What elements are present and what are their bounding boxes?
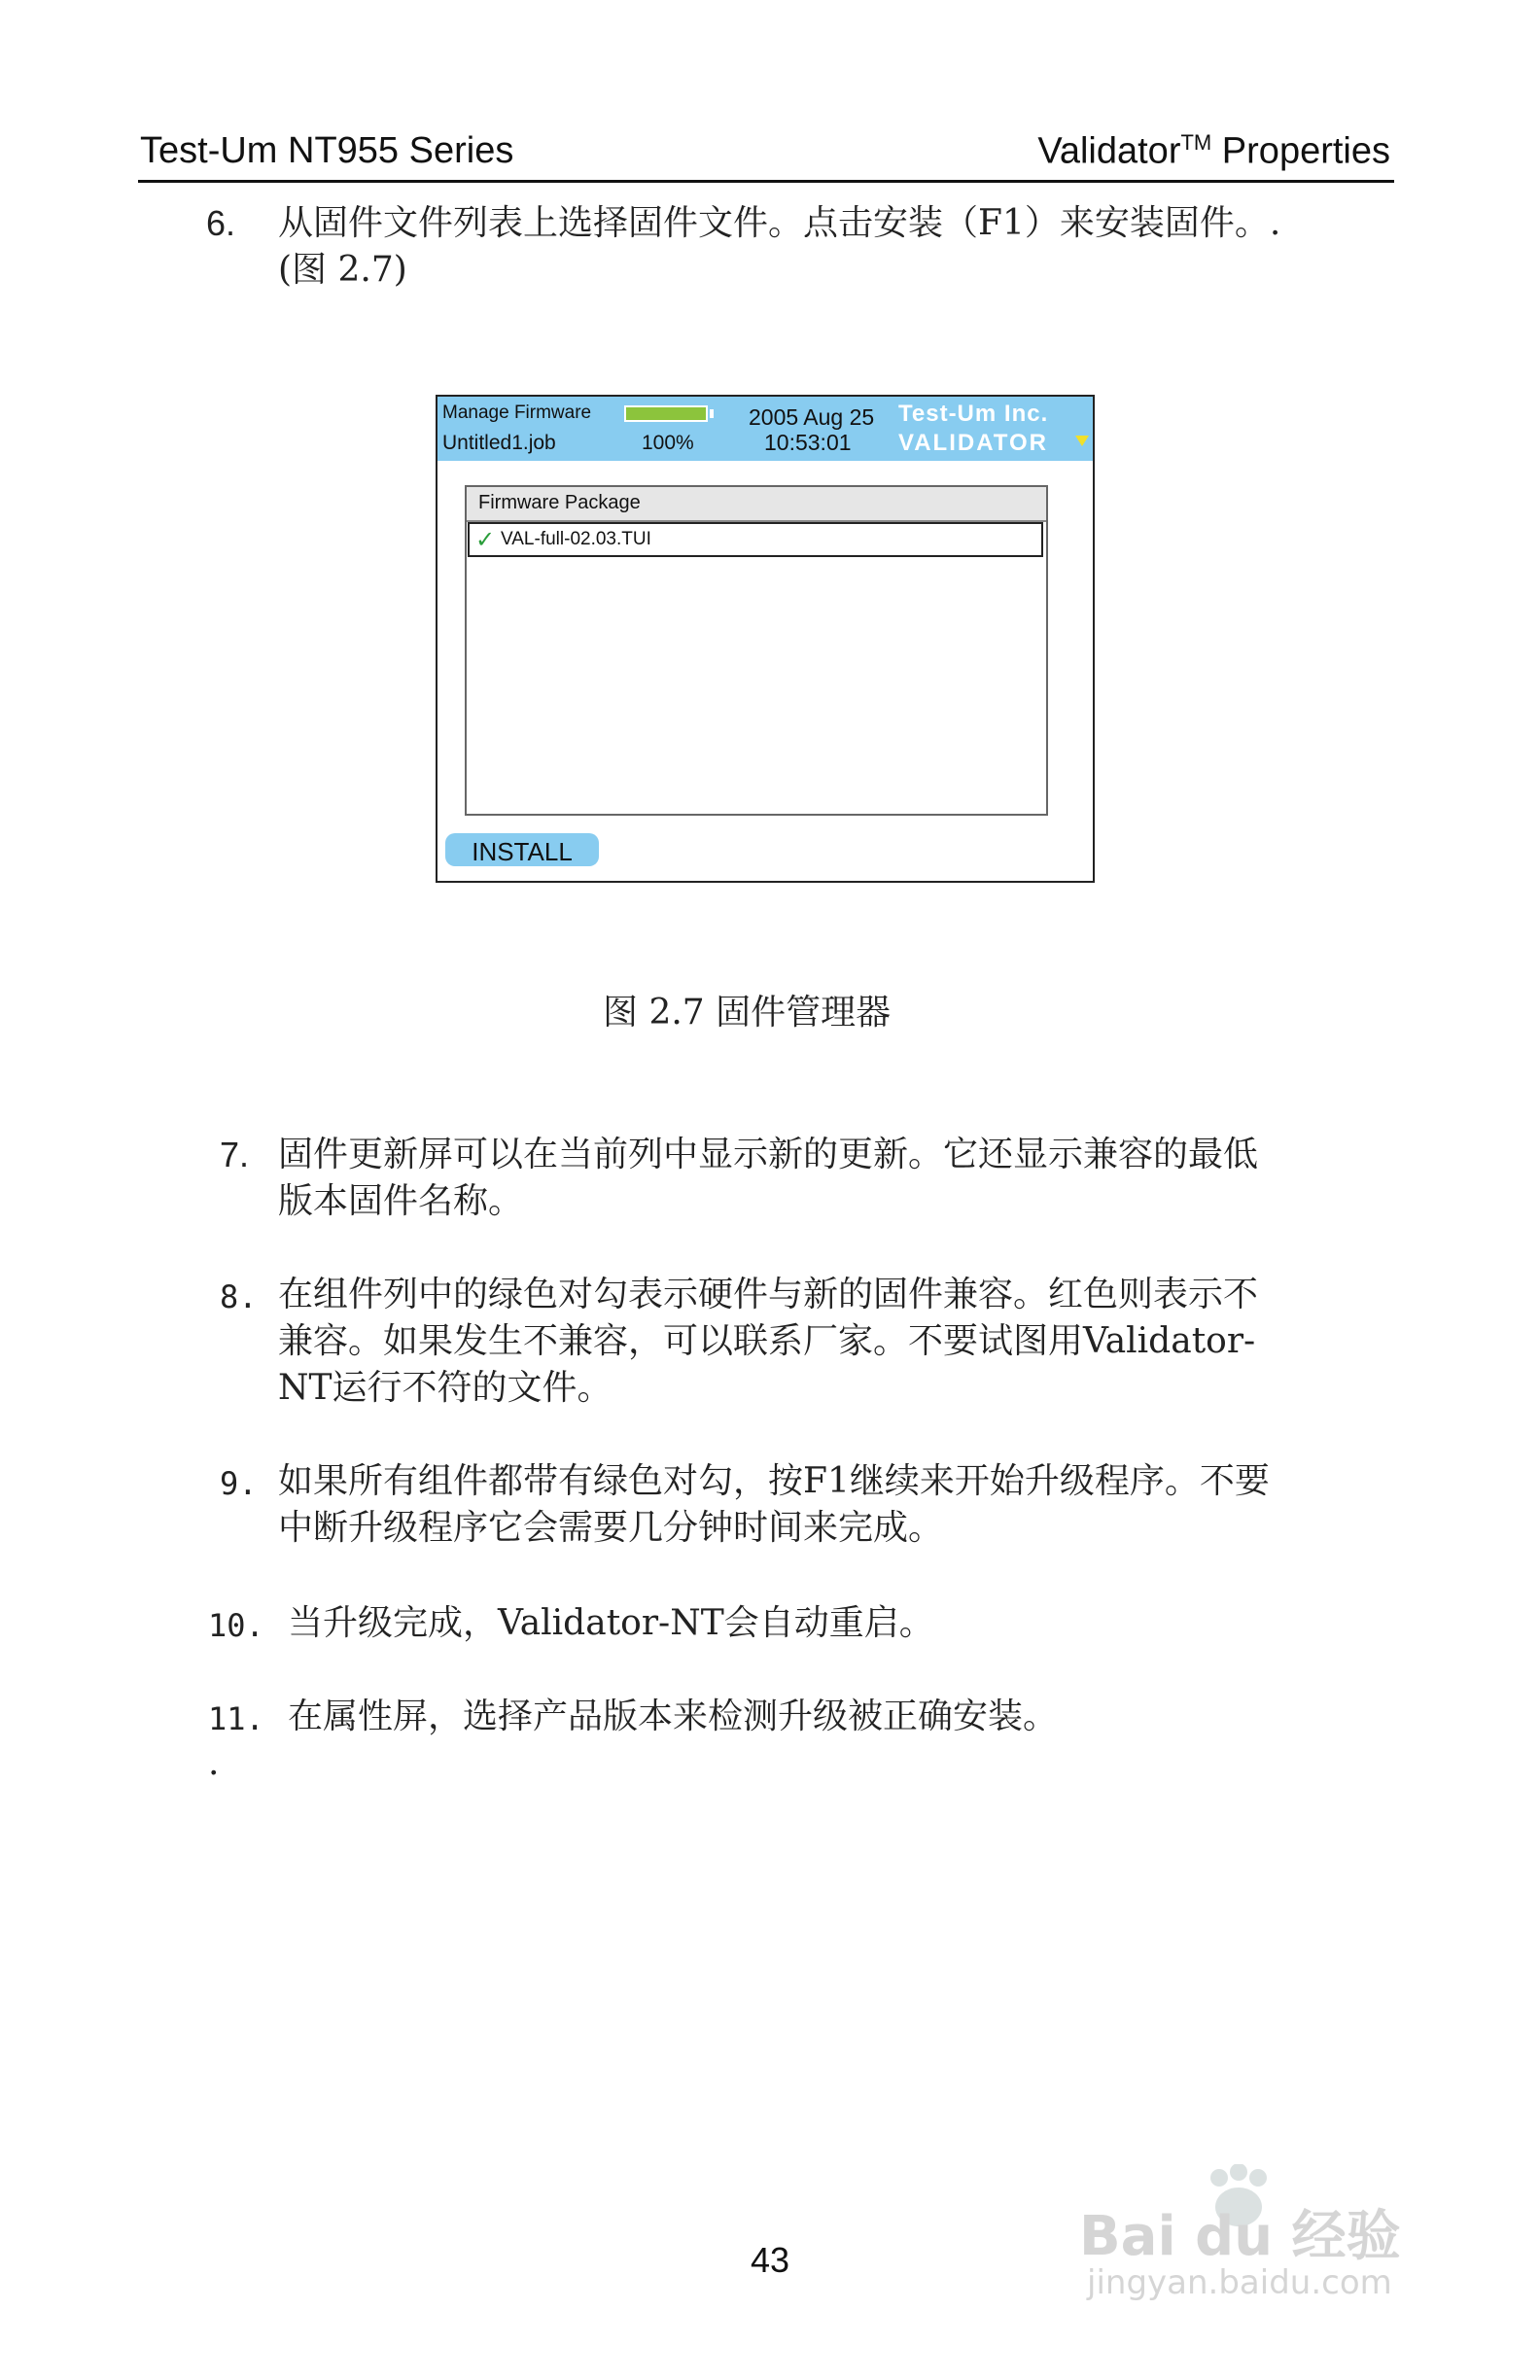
screen-status-bar bbox=[438, 397, 1093, 461]
header-title-left: Test-Um NT955 Series bbox=[140, 130, 514, 171]
step-text: 从固件文件列表上选择固件文件。点击安装（F1）来安装固件。. bbox=[278, 203, 1281, 243]
battery-tip bbox=[710, 409, 714, 418]
step-number: 8. bbox=[220, 1278, 258, 1315]
battery-progress-bar bbox=[624, 405, 708, 422]
step-text: 版本固件名称。 bbox=[278, 1181, 524, 1221]
install-button-label: INSTALL bbox=[472, 837, 573, 866]
list-header-label: Firmware Package bbox=[478, 492, 641, 513]
trademark-sup: TM bbox=[1180, 130, 1212, 155]
step-number: 9. bbox=[220, 1465, 258, 1502]
figure-caption: 图 2.7 固件管理器 bbox=[603, 993, 892, 1032]
progress-percent: 100% bbox=[642, 432, 694, 454]
header-title-right bbox=[1037, 130, 1390, 173]
header-rule bbox=[138, 180, 1394, 183]
firmware-package-row[interactable] bbox=[468, 522, 1043, 557]
step-text: 中断升级程序它会需要几分钟时间来完成。 bbox=[278, 1508, 944, 1548]
screen-title: Manage Firmware bbox=[442, 402, 592, 423]
step-text: 在属性屏，选择产品版本来检测升级被正确安装。 bbox=[288, 1697, 1059, 1736]
watermark-url: jingyan.baidu.com bbox=[1087, 2263, 1392, 2302]
job-file-name: Untitled1.job bbox=[442, 432, 556, 454]
firmware-screen-figure bbox=[436, 395, 1095, 883]
product-logo-text: VALIDATOR bbox=[898, 430, 1048, 456]
brand-logo-text: Test-Um Inc. bbox=[898, 401, 1049, 427]
install-button[interactable] bbox=[445, 833, 599, 866]
step-text: 固件更新屏可以在当前列中显示新的更新。它还显示兼容的最低 bbox=[278, 1135, 1259, 1174]
step-number: 11. bbox=[208, 1700, 264, 1737]
firmware-package-list bbox=[465, 485, 1048, 816]
page-number: 43 bbox=[750, 2240, 790, 2280]
list-header bbox=[467, 487, 1046, 522]
step-text: 当升级完成，Validator-NT会自动重启。 bbox=[288, 1603, 934, 1643]
header-right-main: Validator bbox=[1037, 130, 1181, 172]
stray-dot: . bbox=[208, 1743, 220, 1783]
status-time: 10:53:01 bbox=[764, 430, 852, 455]
step-number: 10. bbox=[208, 1607, 264, 1644]
status-date: 2005 Aug 25 bbox=[749, 404, 875, 430]
baidu-watermark bbox=[1079, 2164, 1449, 2310]
step-text: 如果所有组件都带有绿色对勾，按F1继续来开始升级程序。不要 bbox=[278, 1461, 1270, 1501]
step-text: (图 2.7) bbox=[278, 250, 407, 290]
check-icon: ✓ bbox=[475, 526, 496, 553]
step-text: 在组件列中的绿色对勾表示硬件与新的固件兼容。红色则表示不 bbox=[278, 1275, 1259, 1314]
step-text: NT运行不符的文件。 bbox=[278, 1368, 612, 1408]
dropdown-triangle-icon bbox=[1075, 436, 1089, 447]
step-number: 6. bbox=[206, 203, 236, 243]
watermark-brand: Bai du 经验 bbox=[1079, 2205, 1401, 2268]
header-right-tail: Properties bbox=[1211, 130, 1390, 172]
firmware-file-name: VAL-full-02.03.TUI bbox=[501, 529, 651, 549]
step-text: 兼容。如果发生不兼容，可以联系厂家。不要试图用Validator- bbox=[278, 1321, 1256, 1361]
step-number: 7. bbox=[220, 1135, 250, 1174]
